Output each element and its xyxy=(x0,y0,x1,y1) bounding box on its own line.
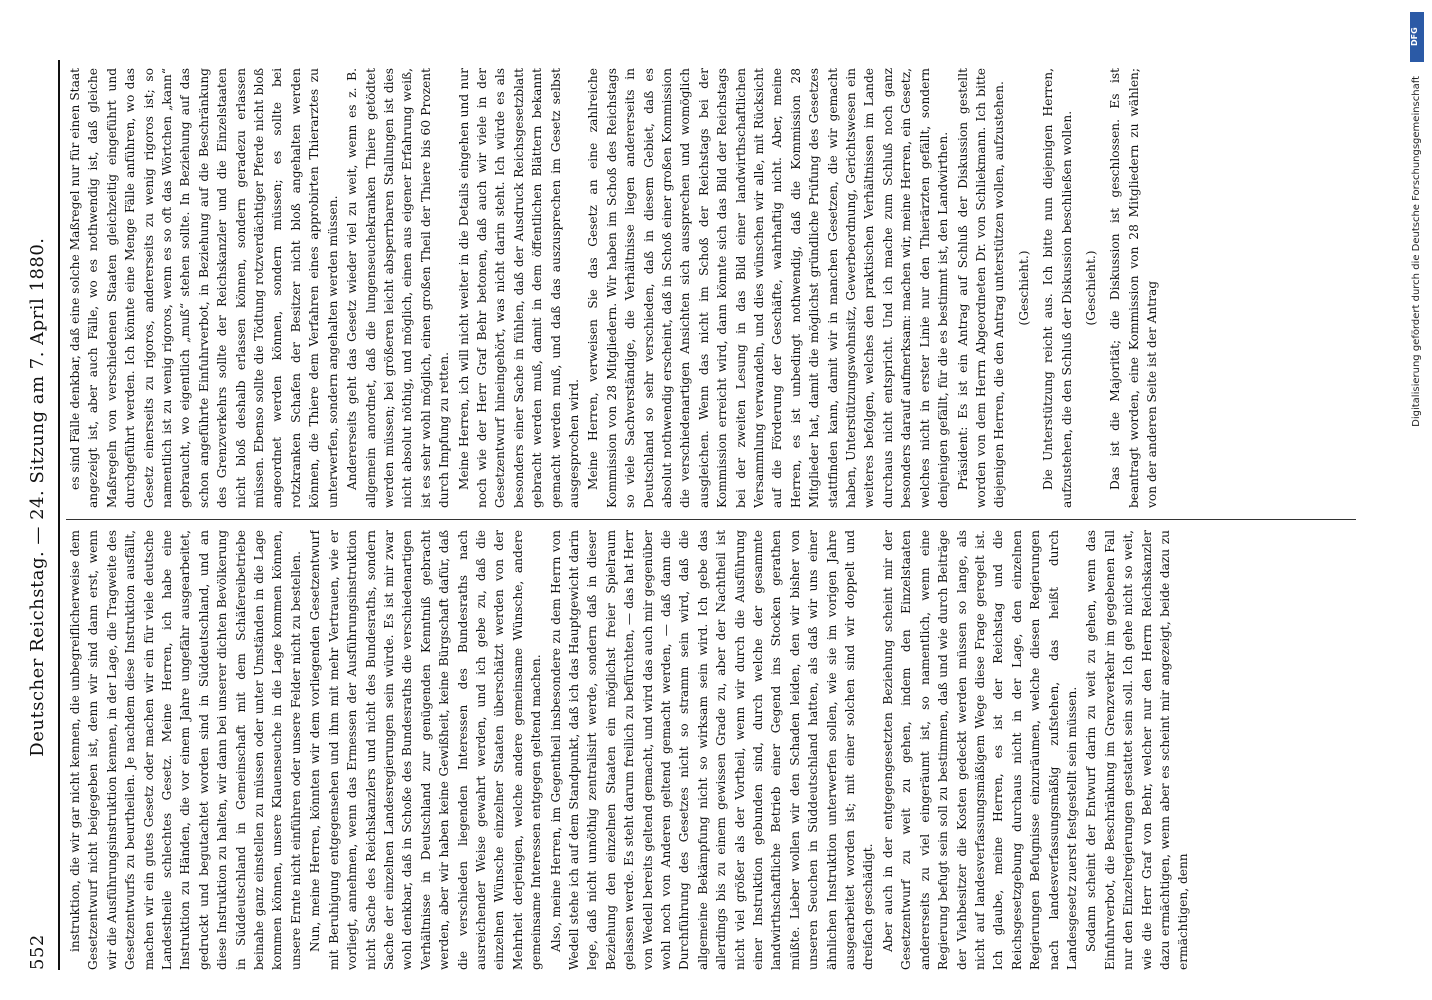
page-header xyxy=(20,60,54,970)
paragraph: Nun, meine Herren, könnten wir dem vorliegenden Gesetzentwurf mit Beruhigung entgegensehen und ihm mit mehr Vertrauen, wie er vorliegt, annehmen, wenn das Ermessen der Ausführungsinstruktion nicht Sache des Reichskanzlers und nicht des Bundesraths, sondern Sache der einzelnen Landesregierungen sein würde. Es ist mir zwar wohl denkbar, daß in Schoße des Bundesraths die verschiedenartigen Verhältnisse in Deutschland zur genügenden Kenntniß gebracht werden, aber wir haben keine Gewißheit, keine Bürgschaft dafür, daß die verschieden liegenden Interessen des Bundesraths nach ausreichender Weise gewahrt werden, und ich gebe zu, daß die einzelnen Wünsche einzelner Staaten überschätzt werden von der Mehrheit derjenigen, welche andere gemeinsame Wünsche, andere gemeinsame Interessen entgegen geltend machen. xyxy=(308,530,544,970)
header-rule xyxy=(58,60,60,970)
interjection: (Geschieht.) xyxy=(1016,250,1031,326)
paragraph: es sind Fälle denkbar, daß eine solche Maßregel nur für einen Staat angezeigt ist, aber auch Fälle, wo es nothwendig ist, daß gleiche Maßregeln von verschiedenen Staaten gleichzeitig eingeführt und durchgeführt werden. Ich könnte eine Menge Fälle anführen, wo das Gesetz einerseits zu rigoros, andererseits zu wenig rigoros ist; so namentlich ist zu wenig rigoros, wenn es so oft das Wörtchen „kann“ gebraucht, wo eigentlich „muß“ stehen sollte. In Beziehung auf das schon angeführte Einfuhrverbot, in Beziehung auf die Beschränkung des Grenzverkehrs sollte der Reichskanzler und die Einzelstaaten nicht bloß deshalb erlassen können, sondern geradezu erlassen müssen. Ebenso sollte die Tödtung rotzverdächtiger Pferde nicht bloß angeordnet werden können, sondern müssen; es sollte bei rotzkranken Schafen der Besitzer nicht bloß angehalten werden können, die Thiere dem Verfahren eines approbirten Thierarztes zu unterwerfen, sondern angehalten werden müssen. xyxy=(68,68,340,508)
column-divider xyxy=(66,519,1356,520)
credit-text: Digitalisierung gefördert durch die Deutsche Forschungsgemeinschaft xyxy=(1411,76,1422,427)
paragraph: Sodann scheint der Entwurf darin zu weit zu gehen, wenn das Einfuhrverbot, die Beschränkung im Grenzverkehr im gegebenen Fall nur den Einzelregierungen gestattet sein soll. Ich gehe nicht so weit, wie die Herr Graf von Behr, welcher nur den Herrn Reichskanzler dazu ermächtigen, wenn aber es scheint mir angezeigt, beide dazu zu ermächtigen, denn xyxy=(1084,530,1191,970)
running-head: Deutscher Reichstag. — 24. Sitzung am 7. April 1880. xyxy=(26,237,48,757)
paragraph: Aber auch in der entgegengesetzten Beziehung scheint mir der Gesetzentwurf zu weit zu gehen, indem den Einzelstaaten andererseits zu viel eingeräumt ist, so namentlich, wenn eine Regierung befugt sein soll zu bestimmen, daß und wie durch Beiträge der Viehbesitzer die Kosten gedeckt werden müssen so lange, als nicht auf landesverfassungsmäßigem Wege diese Frage geregelt ist. Ich glaube, meine Herren, es ist der Reichstag und die Reichsgesetzgebung durchaus nicht in der Lage, den einzelnen Regierungen Befugnisse einzuräumen, welche diesen Regierungen nach landesverfassungsmäßig zufstehen, das heißt durch Landesgesetz zuerst festgestellt sein müssen. xyxy=(880,530,1079,970)
president-statement: Präsident: Es ist ein Antrag auf Schluß der Diskussion gestellt worden von dem Herrn Abgeordneten Dr. von Schliekmann. Ich bitte diejenigen Herren, die den Antrag unterstützen wollen, aufzustehen. xyxy=(955,68,1007,508)
paragraph: Also, meine Herren, im Gegentheil insbesondere zu dem Herrn von Wedell stehe ich auf dem Standpunkt, daß ich das Hauptgewicht darin lege, daß nicht unnöthig zentralisirt werde, sondern daß in dieser Beziehung den einzelnen Staaten ein möglichst freier Spielraum gelassen werde. Es steht darum freilich zu befürchten, — das hat Herr von Wedell bereits geltend gemacht, und wird das auch mir gegenüber wohl noch von Anderen geltend gemacht werden, — daß dann die Durchführung des Gesetzes nicht so stramm sein wird, daß die allgemeine Bekämpfung nicht so wirksam sein wird. Ich gebe das allerdings bis zu einem gewissen Grade zu, aber der Nachtheil ist nicht viel größer als der Vortheil, wenn wir durch die Ausführung einer Instruktion gebunden sind, durch welche der gesammte landwirthschaftliche Betrieb einer Gegend ins Stocken gerathen müßte. Lieber wollen wir den Schaden leiden, den wir bisher von unseren Seuchen in Süddeutschland hatten, als daß wir uns einer ähnlichen Instruktion unterwerfen sollen, wie sie im vorigen Jahre ausgearbeitet worden ist; mit einer solchen sind wir doppelt und dreifach geschädigt. xyxy=(548,530,876,970)
paragraph: Das ist die Majorität; die Diskussion ist geschlossen. Es ist beantragt worden, eine Kommission von 28 Mitgliedern zu wählen; von der anderen Seite ist der Antrag xyxy=(1108,68,1160,508)
page-number: 552 xyxy=(26,934,48,970)
left-column xyxy=(66,530,1356,970)
paragraph: Meine Herren, verweisen Sie das Gesetz an eine zahlreiche Kommission von 28 Mitgliedern. Wir haben im Schoß des Reichstags so viele Sachverständige, die Verhältnisse liegen andererseits in Deutschland so sehr verschieden, daß in diesem Gebiet, daß es absolut nothwendig erscheint, daß in Schoß einer großen Kommission die verschiedenartigen Ansichten sich aussprechen und womöglich ausgleichen. Wenn das nicht im Schoß der Reichstags bei der Kommission erreicht wird, dann könnte sich das Bild der Reichstags bei der zweiten Lesung in das Bild einer landwirthschaftlichen Versammlung verwandeln, und dies wünschen wir alle, mit Rücksicht auf die Förderung der Geschäfte, wahrhaftig nicht. Aber, meine Herren, es ist unbedingt nothwendig, daß die Kommission 28 Mitglieder hat, damit die möglichst gründliche Prüfung des Gesetzes stattfinden kann, damit wir in manchen Gesetzen, die wir gemacht haben, Unterstützungswohnsitz, Gewerbeordnung, Gerichtswesen ein weiteres befolgen, welches den praktischen Verhältnissen im Lande durchaus nicht entspricht. Und ich mache zum Schluß noch ganz besonders darauf aufmerksam: machen wir, meine Herren, ein Gesetz, welches nicht in erster Linie nur den Thierärzten gefällt, sondern denjenigen gefällt, für die es bestimmt ist, den Landwirthen. xyxy=(586,68,951,508)
paragraph: Die Unterstützung reicht aus. Ich bitte nun diejenigen Herren, aufzustehen, die den Schluß der Diskussion beschließen wollen. xyxy=(1041,68,1074,508)
right-column xyxy=(66,68,1356,508)
paragraph: instruktion, die wir gar nicht kennen, die unbegreiflicherweise dem Gesetzentwurf nicht beigegeben ist, denn wir sind dann erst, wenn wir die Ausführungsinstruktion kennen, in der Lage, die Tragweite des Gesetzentwurfs zu beurtheilen. Je nachdem diese Instruktion ausfällt, machen wir ein gutes Gesetz oder machen wir ein für viele deutsche Landestheile schlechtes Gesetz. Meine Herren, ich habe eine Instruktion zu Händen, die vor einem Jahre ungefähr ausgearbeitet, gedruckt und begutachtet worden sind in Süddeutschland, und an diese Instruktion zu halten, wir dann bei unserer dichten Bevölkerung in Süddeutschland in Gemeinschaft mit dem Schäfereibetriebe beinahe ganz einstellen zu müssen oder unter Umständen in die Lage kommen können, unsere Klauenseuche in die Lage kommen können, unsere Ernte nicht einführen oder unsere Felder nicht zu bestellen. xyxy=(68,530,303,970)
digitization-credit xyxy=(1404,6,1428,994)
interjection: (Geschieht.) xyxy=(1083,250,1098,326)
paragraph: Andererseits geht das Gesetz wieder viel zu weit, wenn es z. B. allgemein anordnet, daß die lungenseuchekranken Thiere getödtet werden müssen; bei größeren leicht absperrbaren Stallungen ist dies nicht absolut nöthig, und möglich, einen aus eigener Erfahrung weiß, ist es sehr wohl möglich, einen großen Theil der Thiere bis 60 Prozent durch Impfung zu retten. xyxy=(345,68,452,508)
dfg-logo: DFG xyxy=(1410,12,1424,62)
paragraph: Meine Herren, ich will nicht weiter in die Details eingehen und nur noch wie der Herr Graf Behr betonen, daß auch wir viele in der Gesetzentwurf hineingehört, was nicht darin steht. Ich würde es als besonders einer Sache in fühlen, daß der Ausdruck Reichsgesetzblatt gebracht werden muß, damit in dem öffentlichen Blättern bekannt gemacht werden muß, und daß das auszusprechen im Gesetz selbst ausgesprochen wird. xyxy=(456,68,581,508)
